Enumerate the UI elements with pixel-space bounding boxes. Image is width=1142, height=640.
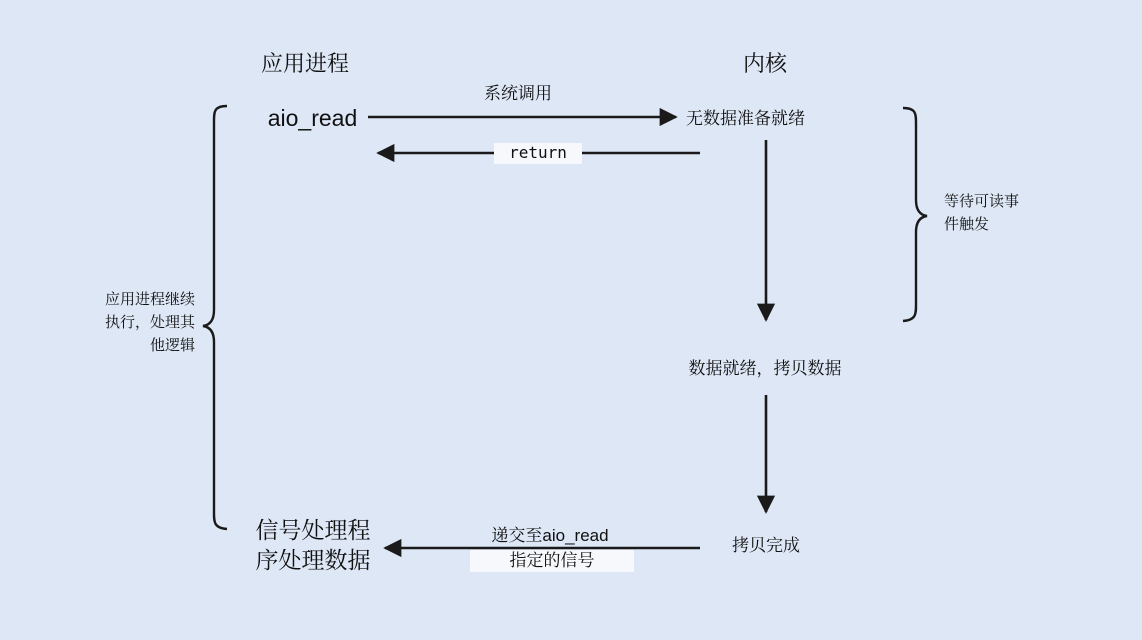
annotation-left-line2: 执行，处理其 xyxy=(104,314,195,331)
node-signal-handler-line1: 信号处理程 xyxy=(255,517,371,543)
edge-label-deliver-line1: 递交至aio_read xyxy=(491,526,609,545)
edge-label-return: return xyxy=(494,143,582,164)
annotation-right-line2: 件触发 xyxy=(944,216,990,233)
node-data-ready-copy: 数据就绪，拷贝数据 xyxy=(688,359,842,378)
node-no-data-ready: 无数据准备就绪 xyxy=(686,109,805,128)
node-signal-handler-line2: 序处理数据 xyxy=(255,547,371,573)
node-aio-read: aio_read xyxy=(267,105,358,131)
annotation-left-line3: 他逻辑 xyxy=(149,337,195,354)
kernel-title: 内核 xyxy=(742,51,787,76)
app-process-title: 应用进程 xyxy=(260,51,349,76)
annotation-left-line1: 应用进程继续 xyxy=(104,291,195,308)
node-copy-done: 拷贝完成 xyxy=(732,536,800,555)
edge-label-deliver-line2: 指定的信号 xyxy=(470,550,634,572)
annotation-right-line1: 等待可读事 xyxy=(944,193,1020,210)
edge-label-syscall: 系统调用 xyxy=(484,84,552,103)
